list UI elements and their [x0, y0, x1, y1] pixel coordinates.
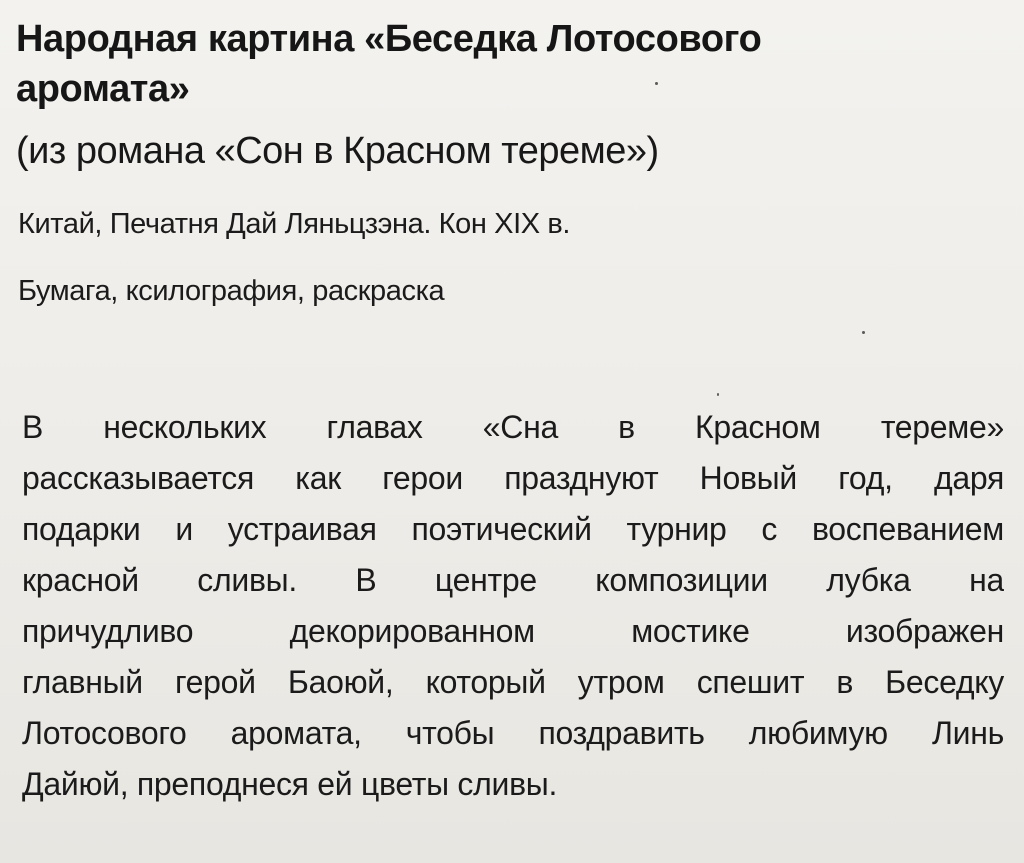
dust-speck — [717, 393, 719, 396]
title-line: аромата» — [16, 68, 190, 110]
title-line: Народная картина «Беседка Лотосового — [16, 18, 762, 60]
description-line: В нескольких главах «Сна в Красном тереме» — [22, 409, 1004, 445]
description-line: Лотосового аромата, чтобы поздравить любимую Линь — [22, 715, 1004, 751]
material-line: Бумага, ксилография, раскраска — [18, 275, 445, 307]
description-line: Дайюй, преподнеся ей цветы сливы. — [22, 766, 558, 802]
description-line: причудливо декорированном мостике изображен — [22, 613, 1004, 649]
source-subtitle: (из романа «Сон в Красном тереме») — [16, 130, 659, 172]
dust-speck — [655, 82, 658, 85]
description-line: красной сливы. В центре композиции лубка на — [22, 562, 1004, 598]
dust-speck — [862, 331, 865, 334]
artwork-title — [16, 14, 916, 114]
description-text — [22, 402, 1004, 810]
description-line: главный герой Баоюй, который утром спешит в Беседку — [22, 664, 1004, 700]
origin-line: Китай, Печатня Дай Ляньцзэна. Кон XIX в. — [18, 208, 571, 240]
description-line: подарки и устраивая поэтический турнир с воспеванием — [22, 511, 1004, 547]
description-line: рассказывается как герои празднуют Новый год, даря — [22, 460, 1004, 496]
